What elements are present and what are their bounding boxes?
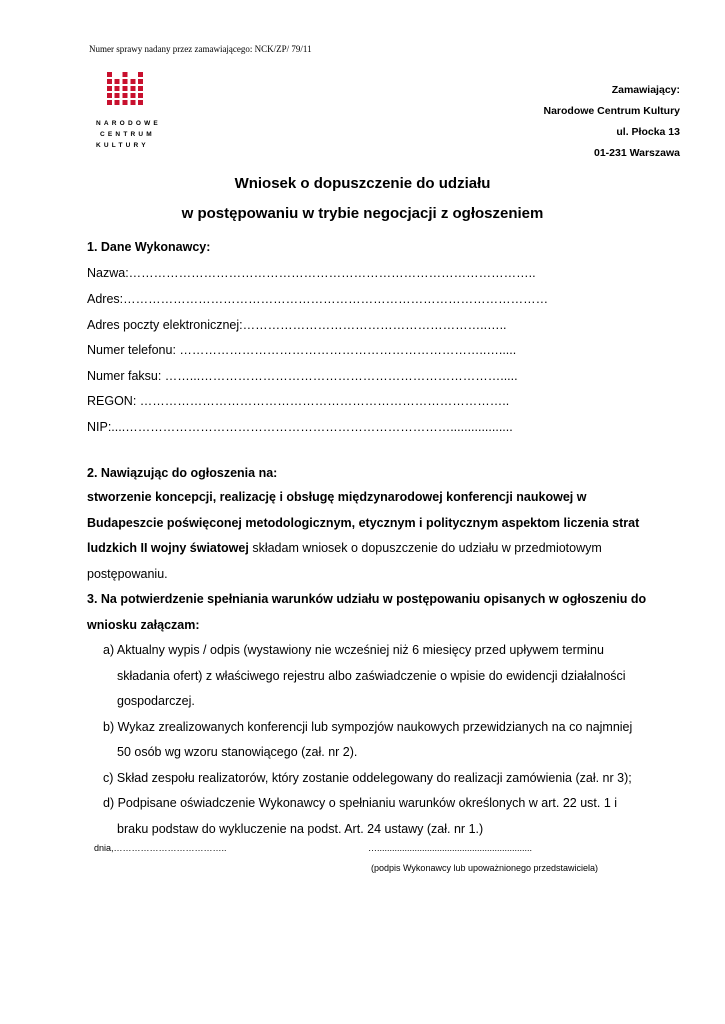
- buyer-label: Zamawiający:: [611, 84, 680, 96]
- logo-text-line2: CENTRUM: [100, 131, 155, 138]
- date-field[interactable]: dnia,………………………………..: [94, 843, 227, 853]
- list-item: d) Podpisane oświadczenie Wykonawcy o spełnianiu warunków określonych w art. 22 ust. 1 i braku podstaw do wykluczenie na podst. Art. 24 ustawy (zał. nr 1.): [103, 796, 618, 836]
- buyer-street: ul. Płocka 13: [616, 126, 680, 138]
- field-phone[interactable]: Numer telefonu: ………………………………………………………………..….....: [87, 343, 517, 357]
- buyer-city: 01-231 Warszawa: [594, 147, 680, 159]
- field-address[interactable]: Adres:…………………………………………………………………………………………: [87, 292, 549, 306]
- page-title-line2: w postępowaniu w trybie negocjacji z ogłoszeniem: [181, 205, 544, 222]
- crown-logo-icon: [106, 72, 144, 106]
- section2-request: składam wniosek o dopuszczenie do udziału w przedmiotowym postępowaniu.: [87, 541, 602, 581]
- logo-text-line1: NARODOWE: [96, 120, 161, 127]
- section2-heading: 2. Nawiązując do ogłoszenia na:: [87, 466, 278, 480]
- buyer-name: Narodowe Centrum Kultury: [543, 105, 680, 117]
- page-title-line1: Wniosek o dopuszczenie do udziału: [234, 175, 491, 192]
- buyer-address: [543, 80, 680, 164]
- case-number: Numer sprawy nadany przez zamawiającego: NCK/ZP/ 79/11: [89, 44, 312, 54]
- logo-text-line3: KULTURY: [96, 142, 149, 149]
- attachments-list: [87, 638, 647, 842]
- section1-heading: 1. Dane Wykonawcy:: [87, 240, 211, 254]
- field-fax[interactable]: Numer faksu: ……...……………………………………………………………….....: [87, 369, 518, 383]
- nck-logo: [96, 72, 166, 151]
- field-nip[interactable]: NIP:....……………………………………………………………………..................: [87, 420, 513, 434]
- field-regon[interactable]: REGON: ……………………………………………………………………………..: [87, 394, 510, 408]
- list-item: b) Wykaz zrealizowanych konferencji lub sympozjów naukowych przewidzianych na co najmniej 50 osób wg wzoru stanowiącego (zał. nr 2).: [103, 719, 633, 759]
- list-item: a) Aktualny wypis / odpis (wystawiony nie wcześniej niż 6 miesięcy przed upływem terminu składania ofert) z właściwego rejestru albo zaświadczenie o wpisie do ewidencji działalności gospodarczej.: [103, 643, 626, 708]
- list-item: c) Skład zespołu realizatorów, który zostanie oddelegowany do realizacji zamówienia (zał. nr 3);: [103, 770, 632, 785]
- field-name[interactable]: Nazwa:……………………………………………………………………………………..: [87, 266, 536, 280]
- signature-field[interactable]: …..............................................................: [368, 843, 533, 853]
- signature-label: (podpis Wykonawcy lub upoważnionego przedstawiciela): [371, 863, 599, 873]
- section2-subject: stworzenie koncepcji, realizację i obsługę międzynarodowej konferencji naukowej w Budapeszcie poświęconej metodologicznym, etycznym i politycznym aspektom liczenia strat ludzkich II wojny światowej: [87, 490, 640, 555]
- field-email[interactable]: Adres poczty elektronicznej:…………………………………………………..…..: [87, 318, 507, 332]
- section2-text: [87, 485, 647, 587]
- section3-heading: 3. Na potwierdzenie spełniania warunków udziału w postępowaniu opisanych w ogłoszeniu do wniosku załączam:: [87, 592, 647, 632]
